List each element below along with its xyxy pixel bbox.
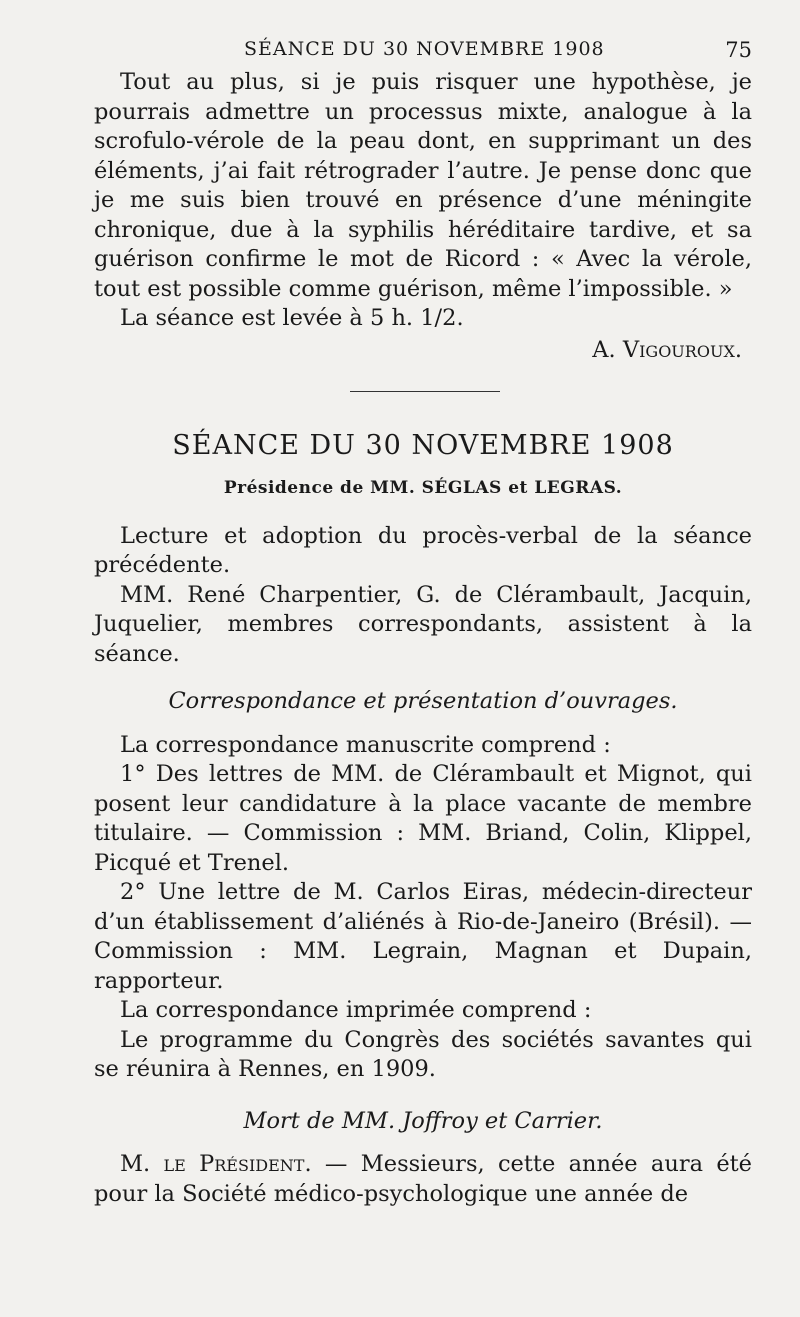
signature-initial: A. bbox=[592, 336, 623, 363]
subheading-correspondance: Correspondance et présentation d’ouvrages. bbox=[168, 688, 678, 714]
paragraph-programme: Le programme du Congrès des sociétés savantes qui se réunira à Rennes, en 1909. bbox=[94, 1026, 752, 1082]
speaker-label: M. le Président. bbox=[120, 1151, 312, 1177]
paragraph-imprimee: La correspondance imprimée comprend : bbox=[120, 997, 592, 1023]
paragraph-lecture: Lecture et adoption du procès-verbal de la séance précédente. bbox=[94, 522, 752, 578]
signature bbox=[94, 336, 752, 366]
paragraph-manuscrite: La correspondance manuscrite comprend : bbox=[120, 731, 611, 758]
section-title: SÉANCE DU 30 NOVEMBRE 1908 bbox=[172, 430, 674, 461]
paragraph-attendees: MM. René Charpentier, G. de Clérambault, Jacquin, Juquelier, membres correspondants, assistent à la séance. bbox=[94, 581, 752, 667]
paragraph-president bbox=[94, 1150, 752, 1209]
signature-name: Vigouroux. bbox=[622, 336, 742, 363]
paragraph-hypothese: Tout au plus, si je puis risquer une hypothèse, je pourrais admettre un processus mixte, analogue à la scrofulo-vérole de la peau dont, en supprimant un des éléments, j’ai fait rétrograder l’autre. Je pense donc que je me suis bien trouvé en présence d’une méningite chronique, due à la syphilis héréditaire tardive, et sa guérison confirme le mot de Ricord : « Avec la vérole, tout est possible comme guérison, même l’impossible. » bbox=[94, 69, 752, 302]
subheading-mort: Mort de MM. Joffroy et Carrier. bbox=[243, 1107, 603, 1134]
paragraph-seance-levee: La séance est levée à 5 h. 1/2. bbox=[120, 305, 464, 331]
president-text: — Messieurs, cette année aura été pour la Société médico-psychologique une année de bbox=[94, 1151, 752, 1207]
section-divider bbox=[350, 391, 500, 392]
page-header bbox=[94, 38, 752, 68]
presidence-line: Présidence de MM. SÉGLAS et LEGRAS. bbox=[223, 478, 623, 498]
paragraph-eiras: 2° Une lettre de M. Carlos Eiras, médecin-directeur d’un établissement d’aliénés à Rio-de-Janeiro (Brésil). — Commission : MM. Legrain, Magnan et Dupain, rapporteur. bbox=[94, 879, 752, 994]
paragraph-lettres: 1° Des lettres de MM. de Clérambault et Mignot, qui posent leur candidature à la place vacante de membre titulaire. — Commission : MM. Briand, Colin, Klippel, Picqué et Trenel. bbox=[94, 761, 752, 876]
running-title: SÉANCE DU 30 NOVEMBRE 1908 bbox=[244, 38, 605, 60]
page-body bbox=[94, 68, 752, 1209]
page-number: 75 bbox=[725, 38, 752, 62]
